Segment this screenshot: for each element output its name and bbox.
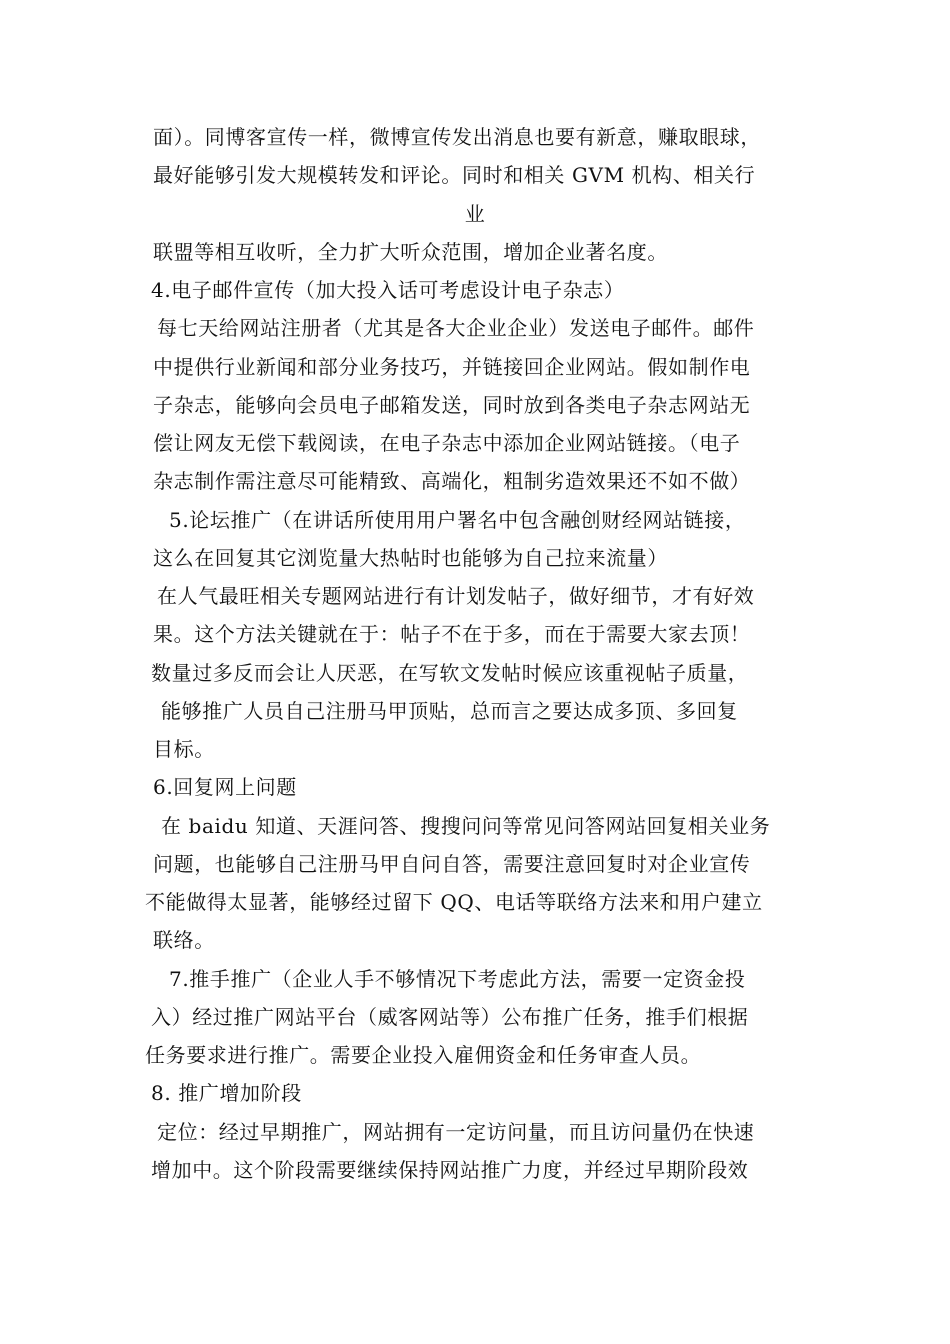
text-line: 杂志制作需注意尽可能精致、高端化，粗制劣造效果还不如不做） <box>153 469 751 493</box>
text-line: 不能做得太显著，能够经过留下 QQ、电话等联络方法来和用户建立 <box>145 890 763 914</box>
text-line: 在人气最旺相关专题网站进行有计划发帖子，做好细节，才有好效 <box>157 584 755 608</box>
section-heading: 4.电子邮件宣传（加大投入话可考虑设计电子杂志） <box>151 278 625 302</box>
text-line: 中提供行业新闻和部分业务技巧，并链接回企业网站。假如制作电 <box>153 355 751 379</box>
text-line: 果。这个方法关键就在于：帖子不在于多，而在于需要大家去顶！ <box>153 622 751 646</box>
text-line: 最好能够引发大规模转发和评论。同时和相关 GVM 机构、相关行 <box>153 163 756 187</box>
text-line: 联盟等相互收听，全力扩大听众范围，增加企业著名度。 <box>153 240 668 264</box>
text-line: 在 baidu 知道、天涯问答、搜搜问问等常见问答网站回复相关业务 <box>161 814 771 838</box>
text-line: 子杂志，能够向会员电子邮箱发送，同时放到各类电子杂志网站无 <box>153 393 751 417</box>
text-line: 目标。 <box>153 737 215 761</box>
text-line: 定位：经过早期推广，网站拥有一定访问量，而且访问量仍在快速 <box>157 1120 755 1144</box>
text-line: 这么在回复其它浏览量大热帖时也能够为自己拉来流量） <box>153 546 668 570</box>
text-line: 每七天给网站注册者（尤其是各大企业企业）发送电子邮件。邮件 <box>157 316 755 340</box>
text-line: 业 <box>464 202 486 226</box>
text-line: 任务要求进行推广。需要企业投入雇佣资金和任务审查人员。 <box>145 1043 702 1067</box>
section-heading: 8. 推广增加阶段 <box>151 1081 302 1105</box>
text-line: 问题，也能够自己注册马甲自问自答，需要注意回复时对企业宣传 <box>153 852 751 876</box>
text-line: 面）。同博客宣传一样，微博宣传发出消息也要有新意，赚取眼球， <box>153 125 761 149</box>
text-line: 数量过多反而会让人厌恶，在写软文发帖时候应该重视帖子质量， <box>151 661 749 685</box>
text-line: 入）经过推广网站平台（威客网站等）公布推广任务，推手们根据 <box>151 1005 749 1029</box>
text-line: 联络。 <box>153 928 215 952</box>
text-line: 增加中。这个阶段需要继续保持网站推广力度，并经过早期阶段效 <box>151 1158 749 1182</box>
section-heading: 5.论坛推广（在讲话所使用用户署名中包含融创财经网站链接， <box>169 508 746 532</box>
text-line: 偿让网友无偿下载阅读，在电子杂志中添加企业网站链接。（电子 <box>153 431 741 455</box>
text-line: 能够推广人员自己注册马甲顶贴，总而言之要达成多顶、多回复 <box>161 699 738 723</box>
section-heading: 6.回复网上问题 <box>153 775 297 799</box>
section-heading: 7.推手推广（企业人手不够情况下考虑此方法，需要一定资金投 <box>169 967 746 991</box>
